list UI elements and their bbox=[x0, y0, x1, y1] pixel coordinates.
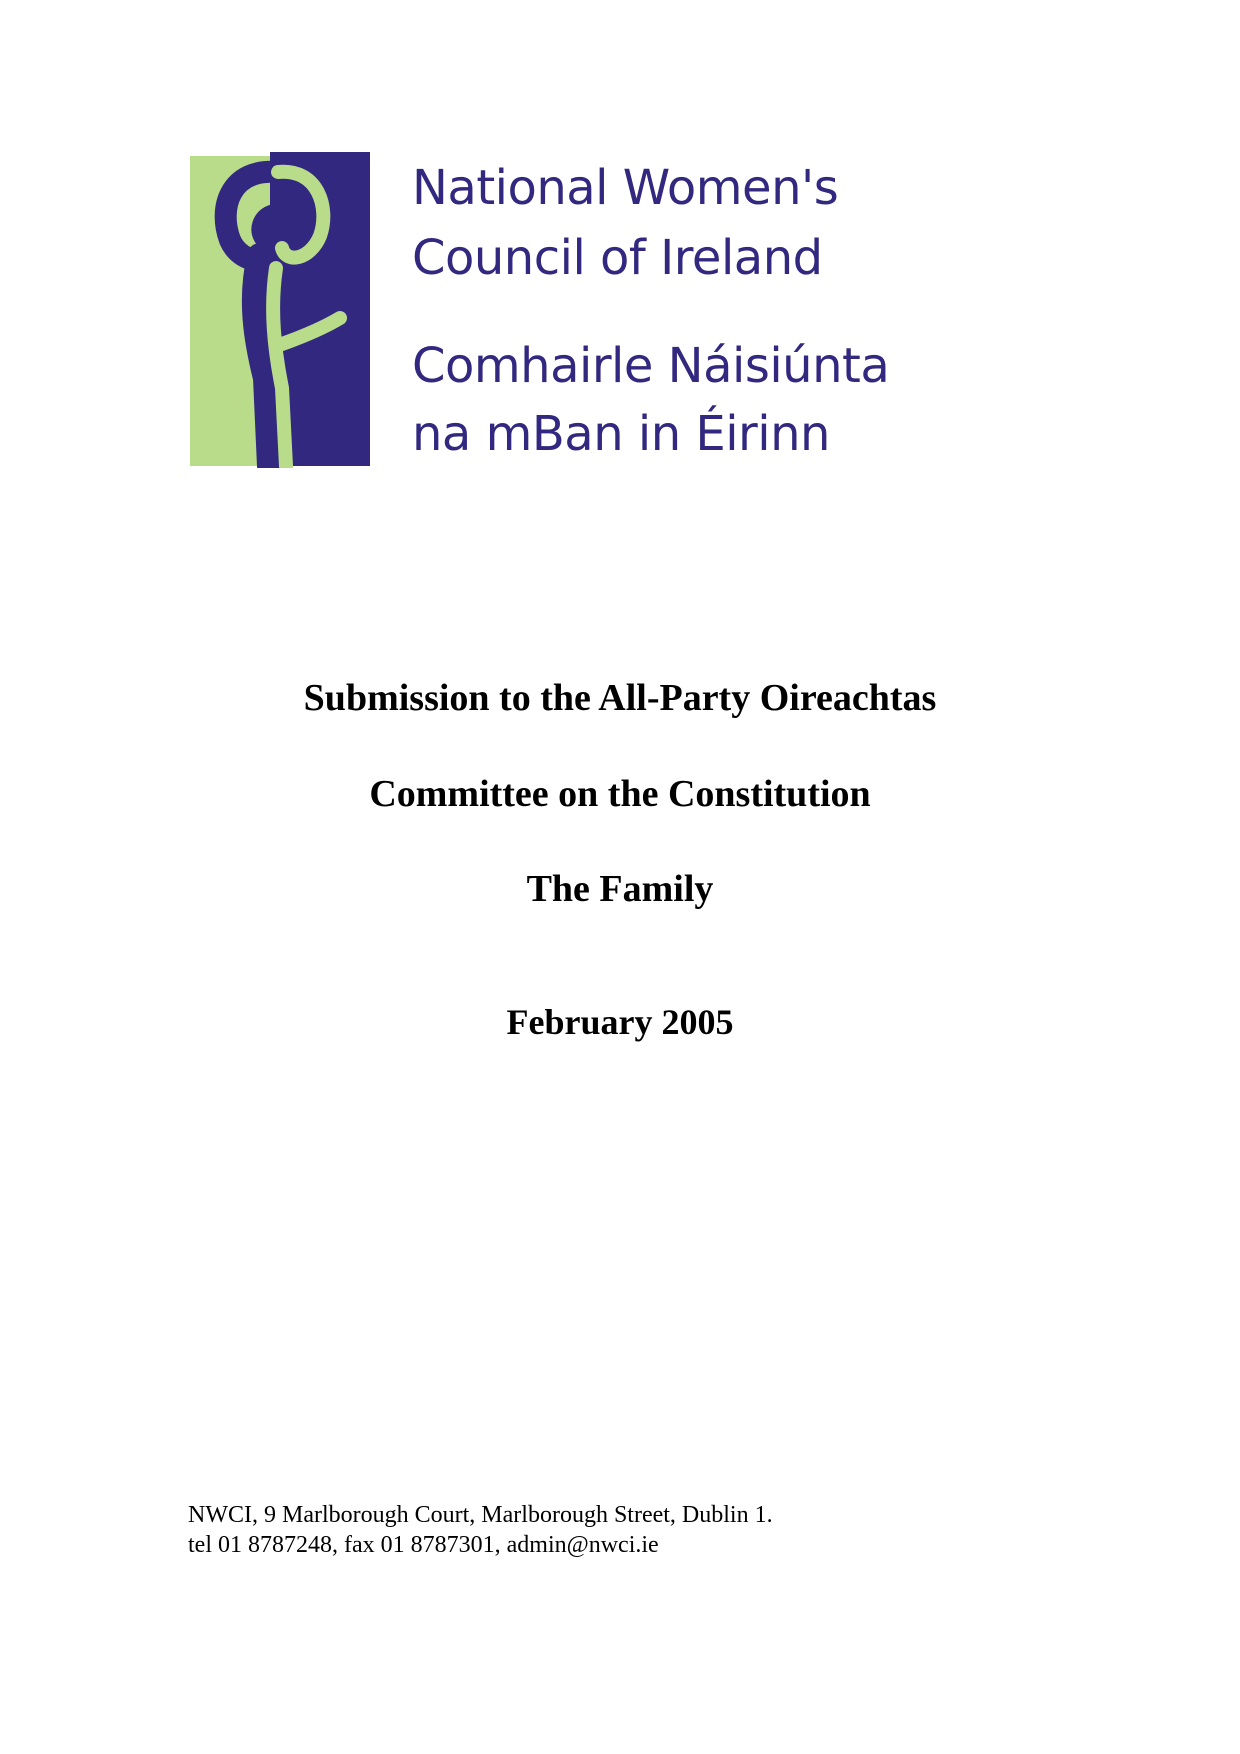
logo-line-irish-1: Comhairle Náisiúnta bbox=[412, 338, 890, 394]
logo-line-english-1: National Women's bbox=[412, 160, 839, 216]
contact-footer bbox=[188, 1500, 773, 1560]
nwci-logo bbox=[190, 148, 890, 468]
title-line-1: Submission to the All-Party Oireachtas bbox=[303, 677, 937, 719]
logo-line-english-2: Council of Ireland bbox=[412, 230, 823, 286]
logo-line-irish-2: na mBan in Éirinn bbox=[412, 406, 830, 462]
title-line-3: The Family bbox=[526, 868, 714, 910]
document-date: February 2005 bbox=[506, 1002, 734, 1042]
footer-contact: tel 01 8787248, fax 01 8787301, admin@nwci.ie bbox=[188, 1532, 659, 1558]
logo-wordmark bbox=[412, 148, 890, 468]
title-line-2: Committee on the Constitution bbox=[369, 773, 871, 815]
spiral-figure-icon bbox=[190, 148, 370, 468]
footer-address: NWCI, 9 Marlborough Court, Marlborough Street, Dublin 1. bbox=[188, 1502, 773, 1528]
